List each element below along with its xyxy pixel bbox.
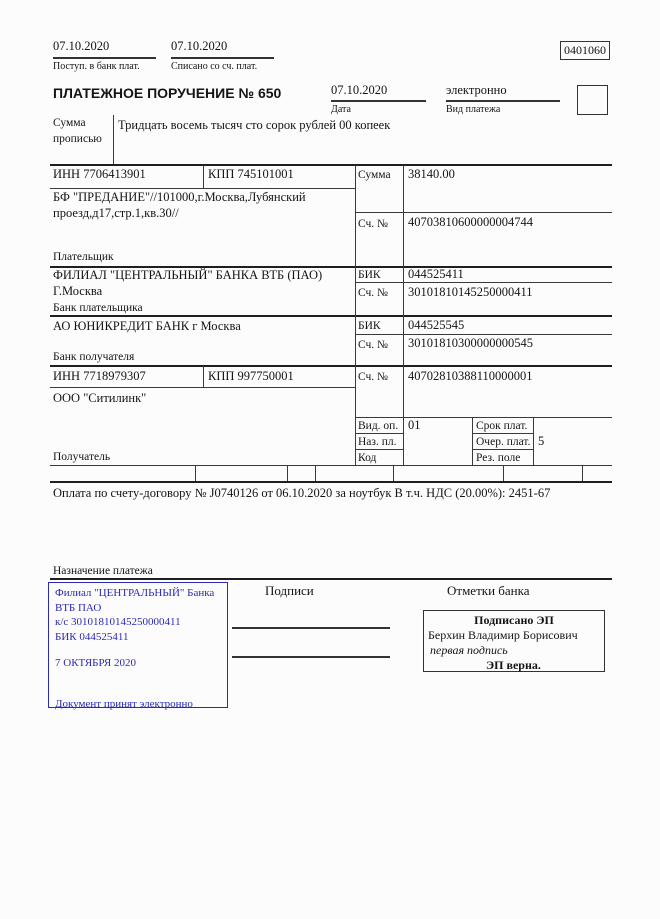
payment-purpose-text: Оплата по счету-договору № J0740126 от 06.10.2020 за ноутбук В т.ч. НДС (20.00%): 2451-67	[53, 486, 551, 500]
payment-kind-label: Вид платежа	[446, 104, 501, 115]
payee-account: 40702810388110000001	[408, 369, 533, 383]
payer-bank-bik: 044525411	[408, 267, 464, 281]
stamp-date: 7 ОКТЯБРЯ 2020	[55, 657, 136, 670]
payer-bank-name-line1: ФИЛИАЛ "ЦЕНТРАЛЬНЫЙ" БАНКА ВТБ (ПАО)	[53, 268, 323, 282]
line-op-block-top	[355, 417, 612, 418]
stamp-line-1: Филиал "ЦЕНТРАЛЬНЫЙ" Банка	[55, 587, 215, 599]
doc-date-underline	[331, 100, 426, 102]
payee-inn: ИНН 7718979307	[53, 369, 146, 383]
payee-bank-section-label: Банк получателя	[53, 351, 135, 363]
payer-name-line1: БФ "ПРЕДАНИЕ"//101000,г.Москва,Лубянский	[53, 190, 306, 204]
signature-line-2	[232, 656, 390, 658]
stamp-line-2: ВТБ ПАО	[55, 601, 102, 614]
divider-label-col	[403, 165, 404, 465]
payer-bank-section-label: Банк плательщика	[53, 302, 143, 314]
strip-divider-3	[315, 465, 316, 481]
divider-main	[355, 165, 356, 465]
purpose-section-label: Назначение платежа	[53, 565, 153, 577]
payee-section-label: Получатель	[53, 451, 111, 463]
doc-date-label: Дата	[331, 104, 351, 115]
amount-in-words: Тридцать восемь тысяч сто сорок рублей 00 копеек	[118, 118, 391, 132]
strip-divider-6	[582, 465, 583, 481]
line-ocher-plat	[472, 449, 533, 450]
strip-divider-5	[503, 465, 504, 481]
line-srok-plat	[472, 433, 533, 434]
amount-words-divider	[113, 115, 114, 164]
esign-subtitle: первая подпись	[430, 643, 508, 657]
amount-words-label-2: прописью	[53, 133, 102, 145]
line-below-payer-bank	[50, 315, 612, 317]
divider-payer-inn-kpp	[203, 165, 204, 188]
line-below-payee-bank	[50, 365, 612, 367]
divider-op-1	[472, 417, 473, 465]
payer-account-label: Сч. №	[358, 218, 389, 230]
strip-divider-4	[393, 465, 394, 481]
op-order-value: 5	[538, 434, 545, 448]
payer-name-line2: проезд,д17,стр.1,кв.30//	[53, 206, 179, 220]
esign-name: Берхин Владимир Борисович	[428, 628, 578, 642]
bank-acceptance-stamp	[48, 582, 228, 708]
divider-payee-inn-kpp	[203, 366, 204, 387]
payer-kpp: КПП 745101001	[208, 167, 294, 181]
payee-account-label: Сч. №	[358, 371, 389, 383]
line-naz-pl	[355, 449, 403, 450]
op-order-label: Очер. плат.	[476, 436, 531, 448]
signatures-title: Подписи	[265, 583, 314, 598]
debited-date: 07.10.2020	[171, 39, 228, 53]
line-below-purpose	[50, 578, 612, 580]
received-date: 07.10.2020	[53, 39, 110, 53]
signature-line-1	[232, 627, 390, 629]
payee-bank-name: АО ЮНИКРЕДИТ БАНК г Москва	[53, 319, 241, 333]
payee-bank-account: 30101810300000000545	[408, 336, 533, 350]
line-vid-op	[355, 433, 403, 434]
line-below-payee-inn	[50, 387, 355, 388]
received-date-label: Поступ. в банк плат.	[53, 61, 140, 72]
payer-inn: ИНН 7706413901	[53, 167, 146, 181]
amount-words-label-1: Сумма	[53, 117, 86, 129]
sum-value: 38140.00	[408, 167, 455, 181]
line-below-payer-inn	[50, 188, 355, 189]
stamp-line-3: к/с 30101810145250000411	[55, 616, 181, 629]
payer-section-label: Плательщик	[53, 251, 114, 263]
stamp-line-4: БИК 044525411	[55, 630, 129, 643]
strip-divider-2	[287, 465, 288, 481]
op-term-label: Срок плат.	[476, 420, 528, 432]
status-checkbox	[577, 85, 608, 115]
payee-bank-account-label: Сч. №	[358, 339, 389, 351]
op-purpose-label: Наз. пл.	[358, 436, 397, 448]
form-code-box: 0401060	[560, 41, 610, 60]
esign-verified: ЭП верна.	[486, 658, 541, 672]
payee-bank-bik-label: БИК	[358, 320, 381, 332]
payer-account: 40703810600000004744	[408, 215, 533, 229]
esignature-stamp	[423, 610, 605, 672]
sum-label: Сумма	[358, 169, 391, 181]
line-below-payee	[50, 465, 612, 466]
stamp-note: Документ принят электронно	[55, 697, 193, 710]
payer-bank-account-label: Сч. №	[358, 287, 389, 299]
payment-kind: электронно	[446, 83, 507, 97]
payee-name: ООО "Ситилинк"	[53, 391, 147, 405]
esign-title: Подписано ЭП	[474, 613, 554, 627]
divider-op-2	[533, 417, 534, 465]
received-date-underline	[53, 57, 156, 59]
debited-date-label: Списано со сч. плат.	[171, 61, 258, 72]
payee-kpp: КПП 997750001	[208, 369, 294, 383]
line-below-sum	[355, 212, 612, 213]
op-type-label: Вид. оп.	[358, 420, 399, 432]
payment-kind-underline	[446, 100, 560, 102]
line-below-payerbank-bik	[355, 282, 612, 283]
table-line-bottom	[50, 481, 612, 483]
table-line-top	[50, 164, 612, 166]
bank-marks-title: Отметки банка	[447, 583, 530, 598]
op-reserve-label: Рез. поле	[476, 452, 521, 464]
document-title: ПЛАТЕЖНОЕ ПОРУЧЕНИЕ № 650	[53, 85, 282, 101]
payer-bank-account: 30101810145250000411	[408, 285, 533, 299]
op-type-value: 01	[408, 418, 421, 432]
payer-bank-name-line2: Г.Москва	[53, 284, 103, 298]
doc-date: 07.10.2020	[331, 83, 388, 97]
debited-date-underline	[171, 57, 274, 59]
op-code-label: Код	[358, 452, 377, 464]
strip-divider-1	[195, 465, 196, 481]
payee-bank-bik: 044525545	[408, 318, 465, 332]
payer-bank-bik-label: БИК	[358, 269, 381, 281]
line-below-payeebank-bik	[355, 334, 612, 335]
